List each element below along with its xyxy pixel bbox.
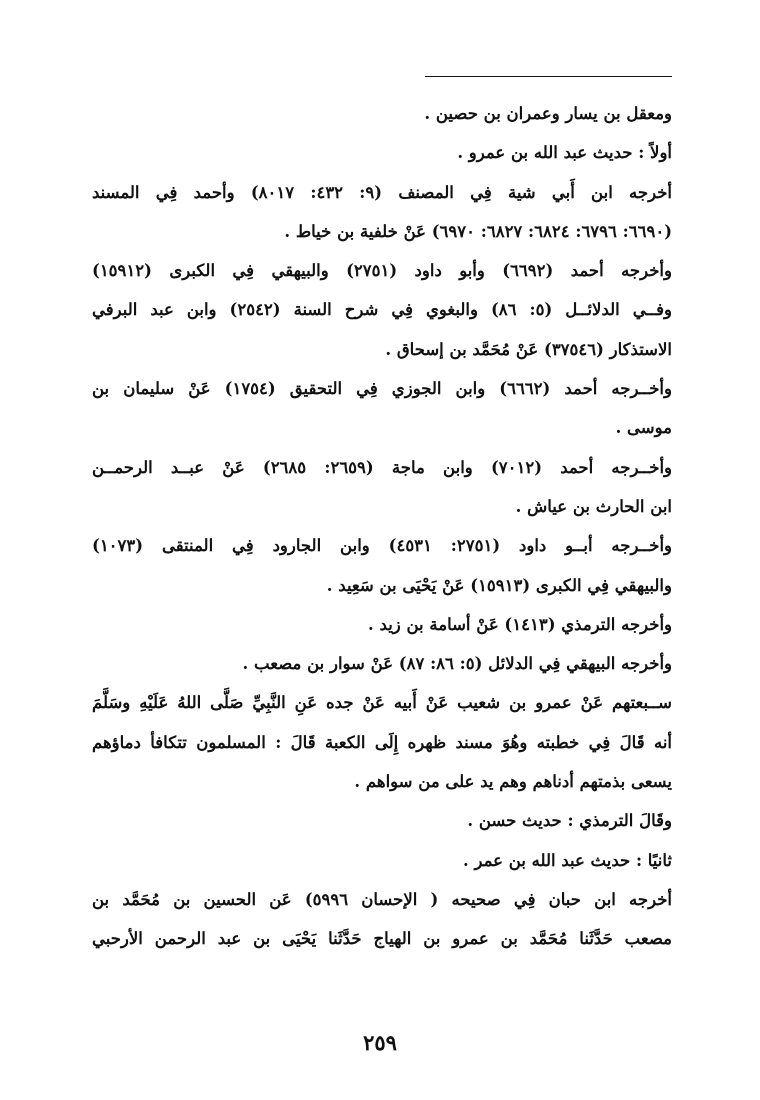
text-line: يسعى بذمتهم أدناهم وهم يد على من سواهم . <box>354 772 672 792</box>
text-line: وأخــرجه أبــو داود (٢٧٥١: ٤٥٣١) وابن الجارود فِي المنتقى (١٠٧٣) <box>92 536 672 556</box>
page-number: ٢٥٩ <box>363 1030 397 1055</box>
text-line: أخرجه ابن أَبي شية فِي المصنف (٩: ٤٣٢: ٨٠١٧) وأحمد فِي المسند <box>92 182 672 202</box>
text-line: وأخــرجه أحمد (٧٠١٢) وابن ماجة (٢٦٥٩: ٢٦٨٥) عَنْ عبــد الرحمــن <box>92 457 672 477</box>
text-line: والبيهقي فِي الكبرى (١٥٩١٣) عَنْ يَحْيَى بن سَعِيد . <box>326 575 672 595</box>
text-line: مصعب حَدَّثَنا مُحَمَّد بن عمرو بن الهياج حَدَّثَنا يَحْيَى بن عبد الرحمن الأرحبي <box>92 929 672 949</box>
text-line: ثانيًا : حديث عبد الله بن عمر . <box>463 850 672 870</box>
text-line: وقَالَ الترمذي : حديث حسن . <box>467 811 672 831</box>
text-line: أخرجه ابن حبان فِي صحيحه ( الإحسان ٥٩٩٦) عَن الحسين بن مُحَمَّد بن <box>92 889 672 909</box>
text-line: موسى . <box>615 418 672 438</box>
text-line: ومعقل بن يسار وعمران بن حصين . <box>424 104 672 123</box>
text-line: وفــي الدلائــل (٥: ٨٦) والبغوي فِي شرح السنة (٢٥٤٢) وابن عبد البرفي <box>92 300 672 320</box>
footnote-text-block <box>92 94 672 959</box>
text-line: ســبعتهم عَنْ عمرو بن شعيب عَنْ أَبيه عَنْ جده عَنِ النَّبِيِّ صَلَّى اللهُ عَلَيْهِ وسَلَّمَ <box>92 693 672 713</box>
text-line: أولاً : حديث عبد الله بن عمرو . <box>457 143 672 163</box>
text-line: وأخرجه الترمذي (١٤١٣) عَنْ أسامة بن زيد . <box>368 614 672 634</box>
text-line: (٦٦٩٠: ٦٧٩٦: ٦٨٢٤: ٦٨٢٧: ٦٩٧٠) عَنْ خلفية بن خياط . <box>284 221 672 241</box>
text-line: ابن الحارث بن عياش . <box>515 496 672 516</box>
text-line: وأخرجه البيهقي فِي الدلائل (٥: ٨٦: ٨٧) عَنْ سوار بن مصعب . <box>242 654 672 674</box>
text-line: الاستذكار (٣٧٥٤٦) عَنْ مُحَمَّد بن إسحاق . <box>385 339 672 359</box>
footnote-separator-rule <box>425 76 672 77</box>
text-line: أنه قَالَ فِي خطبته وهُوَ مسند ظهره إِلَى الكعبة قَالَ : المسلمون تتكافأ دماؤهم <box>92 732 672 752</box>
text-line: وأخــرجه أحمد (٦٦٦٢) وابن الجوزي فِي التحقيق (١٧٥٤) عَنْ سليمان بن <box>92 379 672 399</box>
text-line: وأخرجه أحمد (٦٦٩٢) وأبو داود (٢٧٥١) والبيهقي فِي الكبرى (١٥٩١٢) <box>92 261 672 281</box>
